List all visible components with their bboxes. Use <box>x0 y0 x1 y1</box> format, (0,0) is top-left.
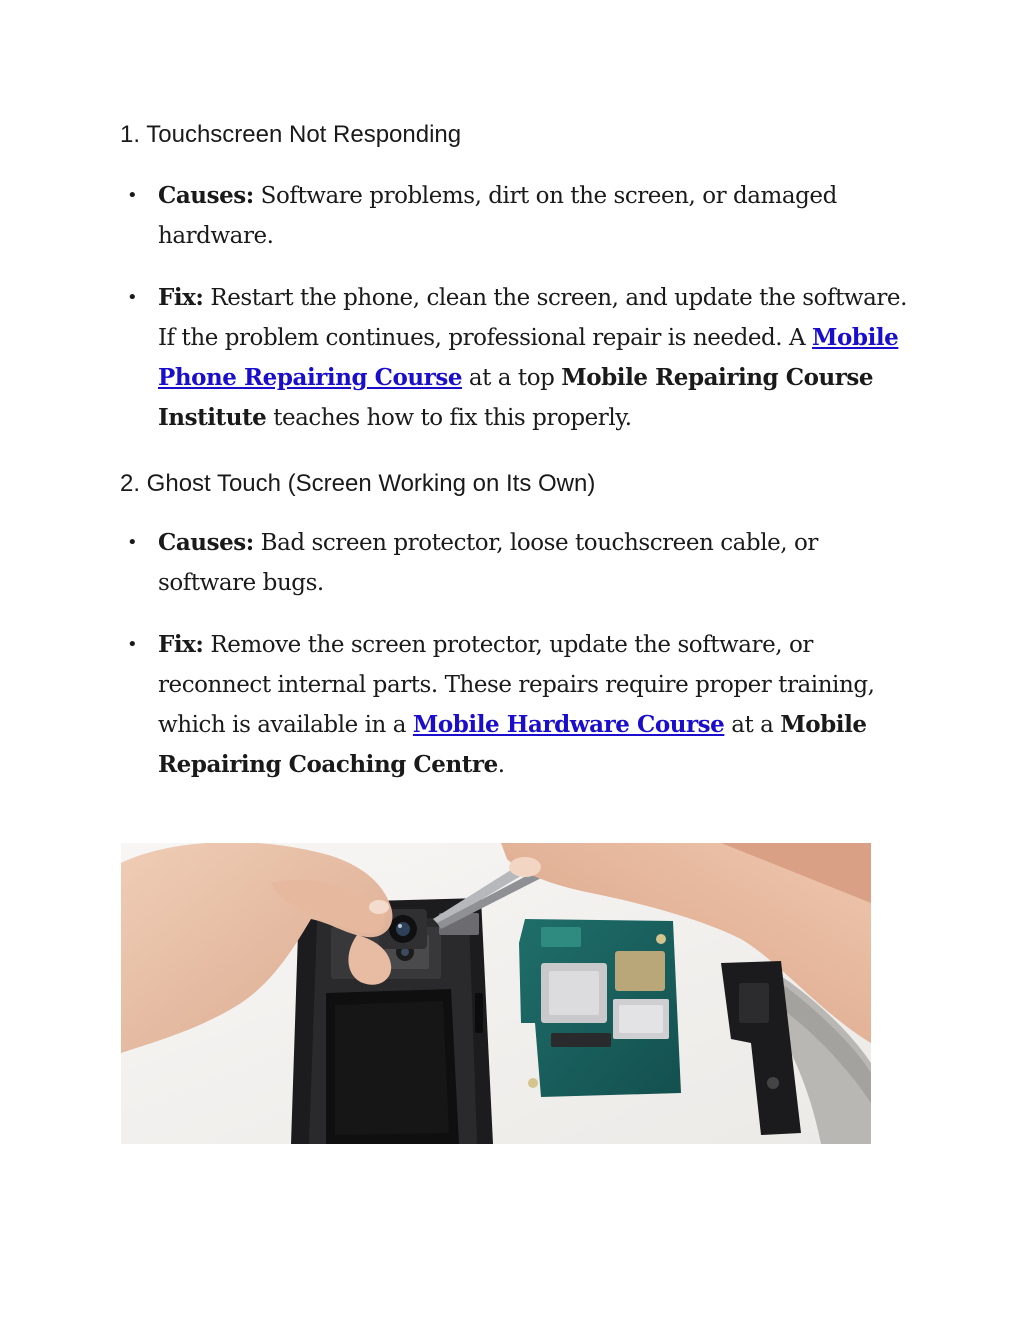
mainboard <box>519 919 681 1097</box>
causes-text: Bad screen protector, loose touchscreen cable, or software bugs. <box>158 530 818 596</box>
causes-text: Software problems, dirt on the screen, or damaged hardware. <box>158 183 837 249</box>
causes-label: Causes: <box>158 182 254 209</box>
coaching-centre-bold-text: Mobile Repairing Coaching Centre <box>158 711 867 778</box>
section-heading-ghost-touch: 2. Ghost Touch (Screen Working on Its Own) <box>120 470 596 497</box>
phone-repair-photo <box>121 843 871 1144</box>
list-item-fix <box>158 625 918 785</box>
list-item-causes <box>158 523 918 603</box>
list-item-causes <box>158 176 918 256</box>
institute-bold-text: Mobile Repairing Course Institute <box>158 364 874 431</box>
mobile-hardware-course-link[interactable]: Mobile Hardware Course <box>412 711 725 738</box>
bullet-list-touchscreen <box>158 176 918 438</box>
bullet-list-ghost-touch <box>158 523 918 785</box>
fix-text-2: at a <box>724 712 781 738</box>
fix-text-3: teaches how to fix this properly. <box>266 405 632 431</box>
fix-text: Restart the phone, clean the screen, and update the software. If the problem continues, professional repair is needed. A <box>158 285 907 351</box>
fix-text-3: . <box>497 752 505 778</box>
section-heading-touchscreen: 1. Touchscreen Not Responding <box>120 121 462 148</box>
fix-text: Remove the screen protector, update the software, or reconnect internal parts. These repairs require proper training, which is available in a <box>158 632 875 738</box>
mobile-phone-repairing-course-link[interactable]: Mobile Phone Repairing Course <box>158 324 899 391</box>
list-item-fix <box>158 278 918 438</box>
fix-label: Fix: <box>158 631 204 658</box>
causes-label: Causes: <box>158 529 254 556</box>
fix-text-2: at a top <box>462 365 562 391</box>
phone-repair-illustration <box>121 843 871 1144</box>
fix-label: Fix: <box>158 284 204 311</box>
